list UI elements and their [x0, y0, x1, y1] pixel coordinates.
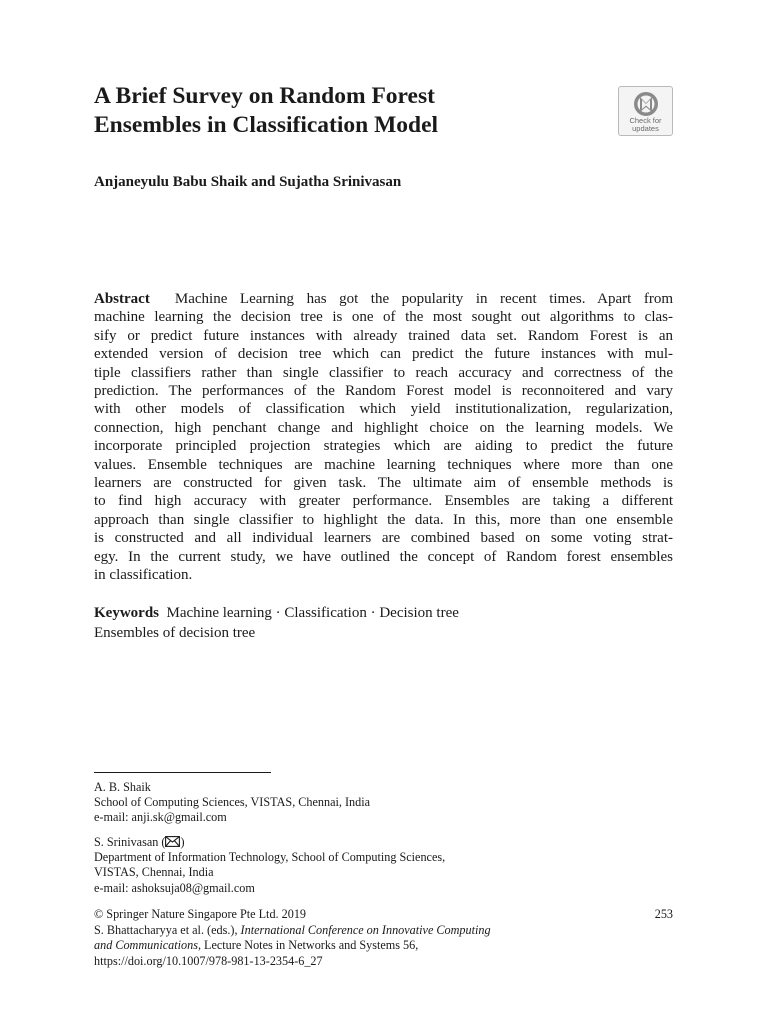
abstract-line: in classification.: [94, 567, 193, 584]
keywords: [94, 603, 673, 643]
keywords-label: Keywords: [94, 605, 159, 621]
badge-text-line1: Check for: [629, 116, 662, 125]
check-for-updates-badge[interactable]: [618, 86, 673, 136]
title-line-2: Ensembles in Classification Model: [94, 112, 439, 138]
abstract-label: Abstract: [94, 291, 150, 307]
abstract: [94, 290, 673, 585]
abstract-line: to find high accuracy with greater performance. Ensembles are taking a different: [94, 493, 673, 510]
page-number: 253: [654, 907, 673, 921]
abstract-line: incorporate principled projection strategies which are aiding to predict the future: [94, 438, 673, 455]
abstract-line: values. Ensemble techniques are machine learning techniques where more than one: [94, 456, 673, 473]
editors-line: S. Bhattacharyya et al. (eds.), International Conference on Innovative Computing: [94, 922, 491, 937]
author2-affiliation-line2: VISTAS, Chennai, India: [94, 865, 214, 880]
author2-name: S. Srinivasan ( ): [94, 835, 185, 849]
title-line-1: A Brief Survey on Random Forest: [94, 83, 435, 109]
envelope-icon[interactable]: [165, 836, 180, 847]
copyright-line: © Springer Nature Singapore Pte Ltd. 2019: [94, 907, 307, 921]
abstract-line: Abstract Machine Learning has got the popularity in recent times. Apart from: [94, 291, 673, 307]
footnote-divider: [94, 772, 271, 773]
abstract-line: extended version of decision tree which can predict the future instances with mul-: [94, 346, 673, 363]
abstract-line: is constructed and all individual learners are combined based on some voting strat-: [94, 530, 673, 547]
abstract-line: with other models of classification which yield institutionalization, regularization,: [94, 401, 673, 418]
abstract-line: learners are constructed for given task. The ultimate aim of ensemble methods is: [94, 475, 673, 492]
abstract-line: approach than single classifier to highlight the data. In this, more than one ensemble: [94, 511, 673, 528]
author2-affiliation-line1: Department of Information Technology, School of Computing Sciences,: [94, 850, 446, 865]
abstract-line: prediction. The performances of the Random Forest model is reconnoitered and vary: [94, 383, 673, 400]
author2-email[interactable]: e-mail: ashoksuja08@gmail.com: [94, 880, 255, 895]
author1-affiliation: School of Computing Sciences, VISTAS, Chennai, India: [94, 795, 371, 810]
badge-text-line2: updates: [632, 124, 659, 133]
series-line: and Communications, Lecture Notes in Networks and Systems 56,: [94, 938, 419, 953]
author1-name: A. B. Shaik: [94, 780, 151, 794]
author2-footnote: [94, 835, 673, 896]
publication-info: [94, 907, 673, 969]
doi-link[interactable]: https://doi.org/10.1007/978-981-13-2354-6_27: [94, 953, 323, 968]
author1-email[interactable]: e-mail: anji.sk@gmail.com: [94, 810, 227, 825]
paper-title: [94, 82, 574, 140]
keywords-line-1: Keywords Machine learning · Classification · Decision tree: [94, 605, 459, 621]
check-for-updates-icon: [633, 91, 659, 117]
keywords-line-2: Ensembles of decision tree: [94, 625, 256, 641]
abstract-line: tiple classifiers rather than single classifier to reach accuracy and correctness of the: [94, 364, 673, 381]
conference-name-part1: International Conference on Innovative Computing: [240, 922, 491, 937]
abstract-line: connection, high penchant change and highlight choice on the learning models. We: [94, 419, 673, 436]
abstract-line: egy. In the current study, we have outlined the concept of Random forest ensembles: [94, 548, 673, 565]
conference-name-part2: and Communications: [94, 938, 198, 953]
author1-footnote: [94, 780, 673, 826]
abstract-line: sify or predict future instances with already trained data set. Random Forest is an: [94, 327, 673, 344]
abstract-line: machine learning the decision tree is one of the most sought out algorithms to clas-: [94, 309, 673, 326]
author-list: Anjaneyulu Babu Shaik and Sujatha Srinivasan: [94, 174, 402, 190]
